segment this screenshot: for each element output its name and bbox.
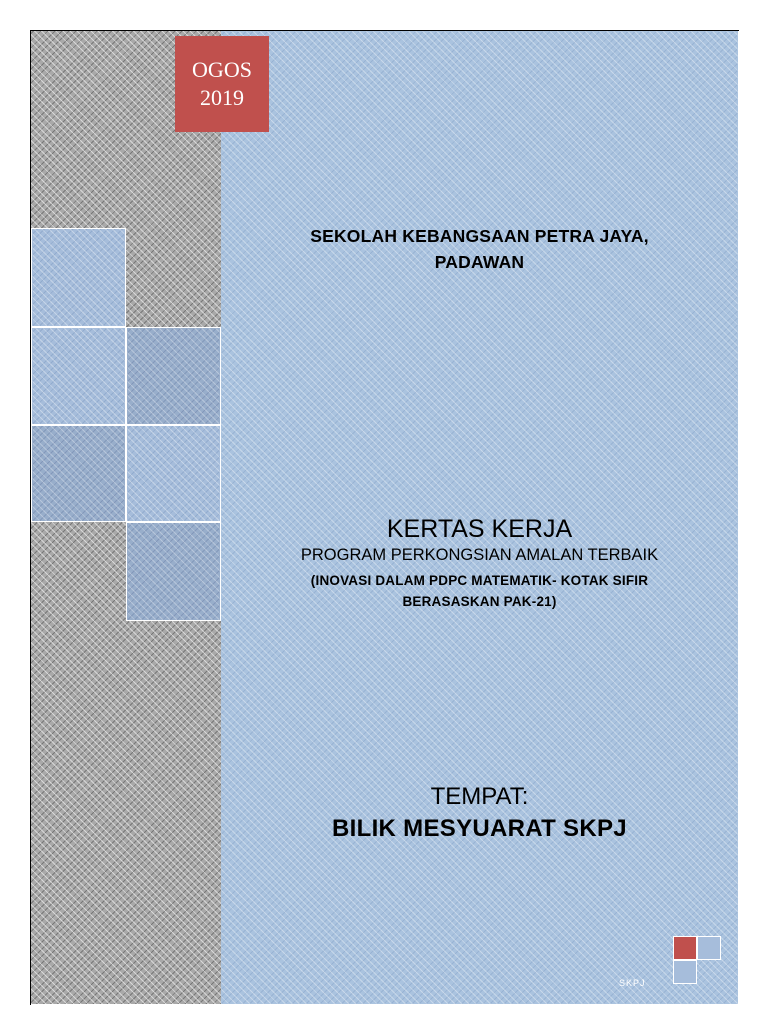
paper-title: KERTAS KERJA bbox=[386, 515, 573, 543]
paper-subtitle: PROGRAM PERKONGSIAN AMALAN TERBAIK bbox=[300, 546, 659, 564]
date-year: 2019 bbox=[200, 85, 244, 110]
date-month: OGOS bbox=[192, 57, 252, 82]
decorative-square bbox=[126, 327, 221, 425]
footer-square-red bbox=[673, 936, 697, 960]
paper-detail bbox=[221, 570, 738, 612]
decorative-square bbox=[31, 228, 126, 327]
decorative-square bbox=[126, 425, 221, 522]
paper-detail-line2: BERASASKAN PAK-21) bbox=[402, 594, 557, 609]
footer-square bbox=[697, 936, 721, 960]
school-name bbox=[221, 223, 738, 275]
date-badge bbox=[175, 36, 269, 132]
school-name-line2: PADAWAN bbox=[434, 252, 525, 272]
decorative-square bbox=[31, 425, 126, 522]
decorative-square bbox=[31, 327, 126, 425]
decorative-square bbox=[126, 522, 221, 621]
venue-label: TEMPAT: bbox=[430, 783, 529, 810]
footer-square bbox=[673, 960, 697, 984]
footer-text: SKPJ bbox=[619, 978, 646, 988]
school-name-line1: SEKOLAH KEBANGSAAN PETRA JAYA, bbox=[310, 226, 649, 246]
venue-value: BILIK MESYUARAT SKPJ bbox=[332, 815, 627, 842]
paper-detail-line1: (INOVASI DALAM PDPC MATEMATIK- KOTAK SIFIR bbox=[310, 573, 649, 588]
